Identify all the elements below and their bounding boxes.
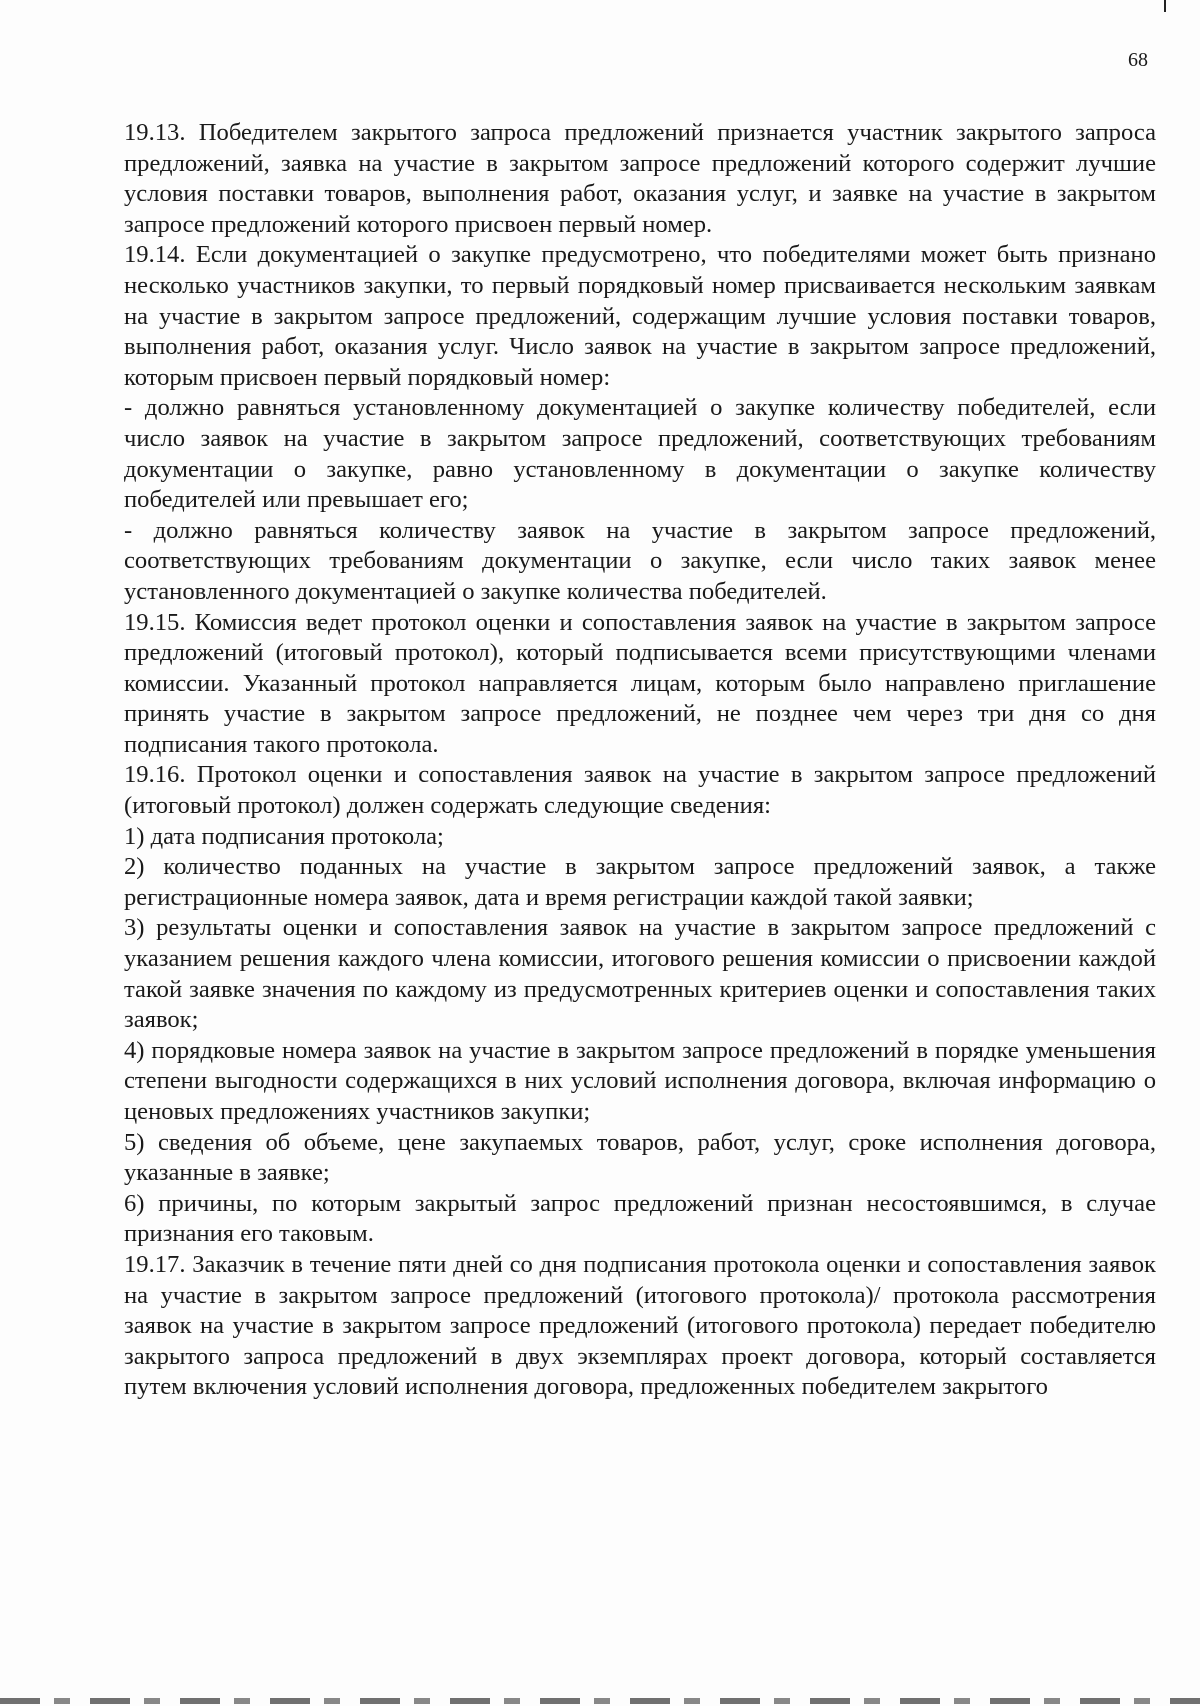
document-body — [124, 118, 1156, 1403]
list-item-3: 3) результаты оценки и сопоставления заявок на участие в закрытом запросе предложений с указанием решения каждого члена комиссии, итогового решения комиссии о присвоении каждой такой заявке значения по каждому из предусмотренных критериев оценки и сопоставления таких заявок; — [124, 914, 1156, 1034]
paragraph-19-14: 19.14. Если документацией о закупке предусмотрено, что победителями может быть признано несколько участников закупки, то первый порядковый номер присваивается нескольким заявкам на участие в закрытом запросе предложений, содержащим лучшие условия поставки товаров, выполнения работ, оказания услуг. Число заявок на участие в закрытом запросе предложений, которым присвоен первый порядковый номер: — [124, 241, 1156, 391]
paragraph-19-17: 19.17. Заказчик в течение пяти дней со дня подписания протокола оценки и сопоставления заявок на участие в закрытом запросе предложений (итогового протокола)/ протокола рассмотрения заявок на участие в закрытом запросе предложений (итогового протокола) передает победителю закрытого запроса предложений в двух экземплярах проект договора, который составляется путем включения условий исполнения договора, предложенных победителем закрытого — [124, 1250, 1156, 1401]
list-item-1: 1) дата подписания протокола; — [124, 822, 444, 850]
list-item-6: 6) причины, по которым закрытый запрос предложений признан несостоявшимся, в случае признания его таковым. — [124, 1189, 1156, 1248]
list-item-4: 4) порядковые номера заявок на участие в закрытом запросе предложений в порядке уменьшения степени выгодности содержащихся в них условий исполнения договора, включая информацию о ценовых предложениях участников закупки; — [124, 1036, 1156, 1125]
page-number: 68 — [1128, 49, 1148, 71]
scan-bottom-edge — [0, 1698, 1200, 1704]
list-item-2: 2) количество поданных на участие в закрытом запросе предложений заявок, а также регистрационные номера заявок, дата и время регистрации каждой такой заявки; — [124, 853, 1156, 911]
paragraph-19-15: 19.15. Комиссия ведет протокол оценки и сопоставления заявок на участие в закрытом запросе предложений (итоговый протокол), который подписывается всеми присутствующими членами комиссии. Указанный протокол направляется лицам, которым было направлено приглашение принять участие в закрытом запросе предложений, не позднее чем через три дня со дня подписания такого протокола. — [124, 608, 1156, 758]
list-item-5: 5) сведения об объеме, цене закупаемых товаров, работ, услуг, сроке исполнения договора, указанные в заявке; — [124, 1128, 1156, 1187]
list-item-dash-2: - должно равняться количеству заявок на участие в закрытом запросе предложений, соответствующих требованиям документации о закупке, если число таких заявок менее установленного документацией о закупке количества победителей. — [124, 516, 1156, 605]
scan-edge-mark — [1164, 0, 1166, 12]
list-item-dash-1: - должно равняться установленному документацией о закупке количеству победителей, если число заявок на участие в закрытом запросе предложений, соответствующих требованиям документации о закупке, равно установленному в документации о закупке количеству победителей или превышает его; — [124, 394, 1156, 514]
paragraph-19-16: 19.16. Протокол оценки и сопоставления заявок на участие в закрытом запросе предложений (итоговый протокол) должен содержать следующие сведения: — [124, 761, 1156, 820]
paragraph-19-13: 19.13. Победителем закрытого запроса предложений признается участник закрытого запроса предложений, заявка на участие в закрытом запросе предложений которого содержит лучшие условия поставки товаров, выполнения работ, оказания услуг, и заявке на участие в закрытом запросе предложений которого присвоен первый номер. — [124, 119, 1156, 238]
